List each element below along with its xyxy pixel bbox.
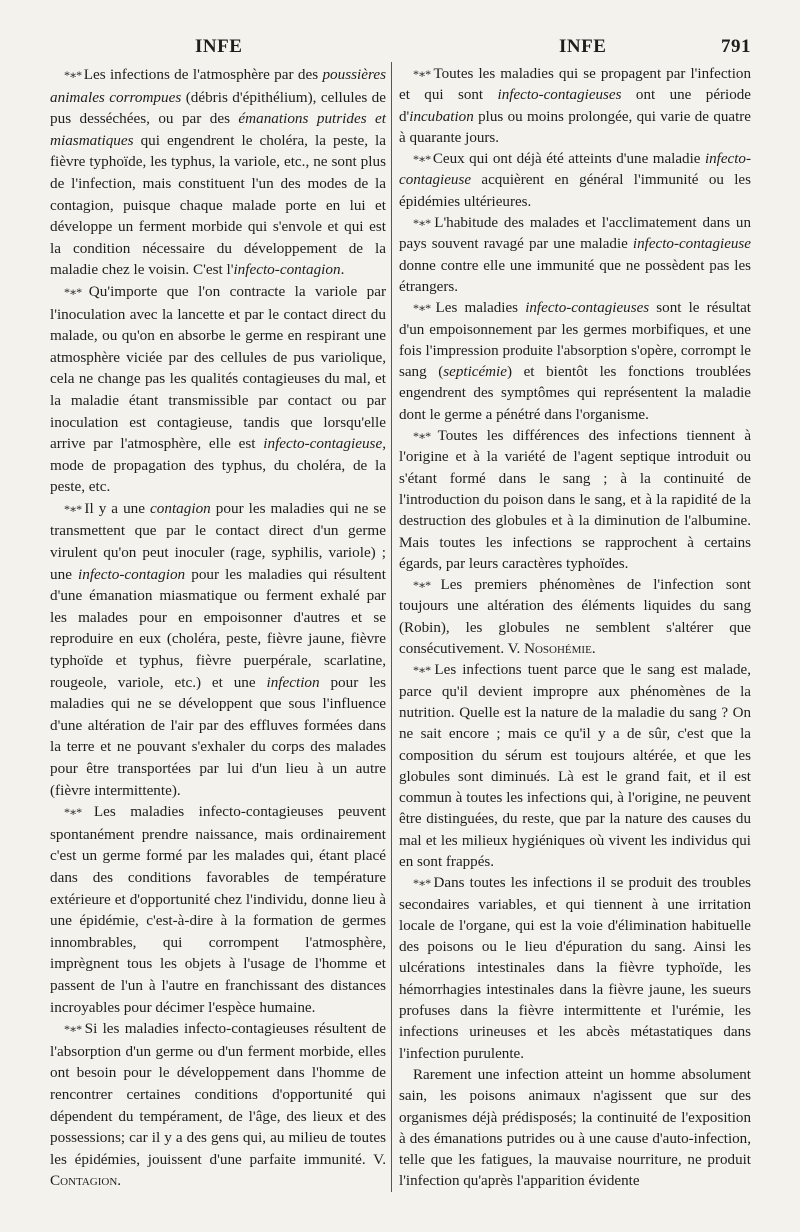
- section-marker: *∗*: [413, 876, 434, 891]
- text-run: pour les maladies qui résultent d'une émanation miasmatique ou ferment exhalé par les malades pour en empoisonner d'autres et se reproduire en eux (choléra, peste, fièvre jaune, fièvre typhoïde et typhus, fièvre puerpérale, scarlatine, rougeole, variole, etc.) et une: [50, 565, 386, 691]
- left-running-head: [50, 36, 386, 64]
- text-run: Toutes les différences des infections tiennent à l'origine et à la variété de l'agent septique introduit ou s'étant formé dans le sang ; à la continuité de l'introduction du poison dans le sang, et à la rapidité de la destruction des globules et à la diminution de l'albumine. Mais toutes les infections se rapprochent à certains égards, par leurs caractères typhoïdes.: [399, 428, 752, 572]
- paragraph: [399, 298, 751, 426]
- text-run: , mode de propagation des typhus, du choléra, de la peste, etc.: [50, 435, 386, 496]
- italic-term: poussières animales corrompues: [50, 66, 386, 106]
- text-run: pour les maladies qui ne se transmettent que par le contact direct d'un germe virulent qu'on peut inoculer (rage, syphilis, variole) ; une: [50, 499, 386, 583]
- cross-reference: Contagion: [50, 1172, 118, 1190]
- right-running-head: [399, 36, 751, 64]
- text-run: .: [591, 641, 596, 658]
- italic-term: infecto-contagieuse: [632, 236, 751, 253]
- column-divider: [391, 62, 392, 1192]
- section-marker: *∗*: [413, 67, 434, 81]
- italic-term: émanations putrides et miasmatiques: [50, 110, 386, 149]
- text-run: Il y a une: [84, 499, 151, 517]
- paragraph: [399, 149, 751, 213]
- text-run: pour les maladies qui ne se développent que sous l'influence d'une altération de l'air par des effluves formées dans la terre et ne pouvant s'exhaler du corps des malades pour être transportées par lui d'un lieu à un autre (fièvre intermittente).: [50, 673, 386, 799]
- section-marker: *∗*: [413, 301, 436, 316]
- section-marker: *∗*: [413, 216, 435, 231]
- left-head-word: INFE: [195, 36, 243, 57]
- paragraph: [399, 213, 751, 298]
- italic-term: infecto-contagion: [78, 565, 186, 583]
- left-column-body: [50, 64, 386, 1192]
- text-run: Qu'importe que l'on contracte la variole par l'inoculation avec la lancette et par le contact direct du malade, ou qu'on en absorbe le germe en respirant une atmosphère viciée par des cellules de pus variolique, cela ne change pas les qualités contagieuses du mal, et la maladie étant transmissible par contact ou par inoculation est contagieuse, tandis que lorsqu'elle arrive par l'atmosphère, elle est: [50, 282, 387, 453]
- cross-reference: Nosohémie: [524, 641, 592, 658]
- text-run: Les maladies infecto-contagieuses peuvent spontanément prendre naissance, mais ordinairement c'est un germe formé par les malades qui, étant placé dans des conditions favorables de température extérieure et d'opportunité chez l'individu, donne lieu à une épidémie, c'est-à-dire à la formation de germes innombrables, qui corrompent l'atmosphère, imprègnent tous les objets à l'usage de l'homme et passent de l'un à l'autre en franchissant des distances incroyables pour décimer l'espèce humaine.: [50, 803, 387, 1016]
- text-run: (débris d'épithélium), cellules de pus desséchées, ou par des: [50, 88, 386, 128]
- section-marker: *∗*: [413, 152, 433, 167]
- text-run: qui engendrent le choléra, la peste, la fièvre typhoïde, les typhus, la variole, etc., ne sont plus de l'infection, mais constituent l'un des modes de la contagion, puisque chaque malade porte en lui et développe un ferment morbide qui s'envole et qui est la condition nécessaire du développement de la maladie chez le voisin. C'est l': [50, 131, 386, 279]
- paragraph: [50, 498, 386, 801]
- italic-term: infecto-contagieuse: [263, 435, 383, 453]
- right-column-body: [399, 64, 751, 1193]
- right-head-word: INFE: [559, 36, 607, 57]
- text-run: ont une période d': [399, 87, 752, 125]
- text-run: Dans toutes les infections il se produit des troubles secondaires variables, et qui tiennent à une irritation locale de l'organe, qui est la voie d'élimination habituelle des poisons ou le lieu d'épuration du sang. Ainsi les ulcérations intestinales dans la fièvre typhoïde, les hémorrhagies intestinales dans la fièvre jaune, les sueurs profuses dans la fièvre intermittente et l'urémie, les infections urineuses et les abcès métastatiques dans l'infection purulente.: [399, 875, 752, 1062]
- text-run: Les infections de l'atmosphère par des: [83, 66, 323, 83]
- section-marker: *∗*: [64, 68, 84, 82]
- text-run: Les infections tuent parce que le sang est malade, parce qu'il devient impropre aux phénomènes de la nutrition. Quelle est la nature de la maladie du sang ? On ne sait encore ; mais ce qu'il y a de sûr, c'est que la composition du sérum est toujours altérée, et que les globules sont diminués. Là est le grand fait, et il est commun à toutes les infections qui, à l'origine, ne peuvent être distinguées, du reste, que par la nature des causes du mal et les milieux hygiéniques où vivent les individus qui en sont frappés.: [399, 662, 752, 870]
- italic-term: septicémie: [443, 364, 507, 381]
- italic-term: infecto-contagieuses: [525, 300, 650, 317]
- text-run: L'habitude des malades et l'acclimatement dans un pays souvent ravagé par une maladie: [399, 215, 751, 253]
- italic-term: infecto-contagieuse: [399, 151, 751, 189]
- paragraph: [50, 801, 386, 1018]
- paragraph: [399, 873, 751, 1065]
- section-marker: *∗*: [64, 284, 89, 299]
- paragraph: [399, 1065, 751, 1193]
- text-run: plus ou moins prolongée, qui varie de quatre à quarante jours.: [399, 108, 751, 146]
- italic-term: infecto-contagion: [233, 261, 341, 279]
- paragraph: [399, 64, 751, 149]
- text-run: donne contre elle une immunité que ne possèdent pas les étrangers.: [399, 257, 751, 295]
- right-column: [399, 36, 751, 1193]
- section-marker: *∗*: [413, 663, 435, 678]
- paragraph: [50, 1018, 386, 1192]
- text-run: Rarement une infection atteint un homme absolument sain, les poisons animaux n'agissent que sur des organismes déjà prédisposés; la continuité de l'exposition à des émanations putrides ou à une cause d'auto-infection, telle que les fatigues, la mauvaise nourriture, ne produit l'infection qu'après l'apparition évidente: [399, 1066, 751, 1190]
- text-run: Les maladies: [435, 300, 526, 317]
- text-run: acquièrent en général l'immunité ou les épidémies ultérieures.: [399, 172, 751, 210]
- italic-term: incubation: [409, 108, 474, 125]
- text-run: Ceux qui ont déjà été atteints d'une maladie: [432, 151, 705, 168]
- paragraph: [399, 575, 751, 660]
- paragraph: [399, 426, 751, 575]
- italic-term: infection: [266, 673, 320, 691]
- text-run: Si les maladies infecto-contagieuses résultent de l'absorption d'un germe ou d'un ferment morbide, elles ont besoin pour le développement dans l'homme de rencontrer certaines conditions d'opportunité qui dépendent du tempérament, de l'âge, des lieux et des possessions; car il y a des gens qui, au milieu de toutes les épidémies, jouissent d'une parfaite immunité. V.: [50, 1020, 386, 1168]
- paragraph: [50, 281, 386, 498]
- section-marker: *∗*: [413, 578, 441, 593]
- section-marker: *∗*: [64, 1022, 85, 1037]
- italic-term: contagion: [150, 499, 211, 517]
- text-run: ) et bientôt les fonctions troublées engendrent des symptômes qui représentent la maladie dont le germe a pénétré dans l'organisme.: [399, 364, 751, 423]
- section-marker: *∗*: [64, 501, 85, 516]
- text-run: .: [117, 1172, 122, 1190]
- left-column: [50, 36, 386, 1192]
- text-run: .: [340, 261, 345, 279]
- page-number: 791: [721, 36, 751, 57]
- text-run: Toutes les maladies qui se propagent par l'infection et qui sont: [399, 66, 751, 104]
- text-run: Les premiers phénomènes de l'infection sont toujours une altération des éléments liquides du sang (Robin), les globules ne semblent s'altérer que consécutivement. V.: [399, 577, 751, 658]
- paragraph: [399, 660, 751, 873]
- section-marker: *∗*: [413, 429, 438, 444]
- section-marker: *∗*: [64, 805, 94, 820]
- paragraph: [50, 64, 386, 281]
- italic-term: infecto-contagieuses: [497, 87, 622, 104]
- text-run: sont le résultat d'un empoisonnement par les germes morbifiques, et une fois l'impression produite l'absorption s'opère, corrompt le sang (: [399, 300, 751, 381]
